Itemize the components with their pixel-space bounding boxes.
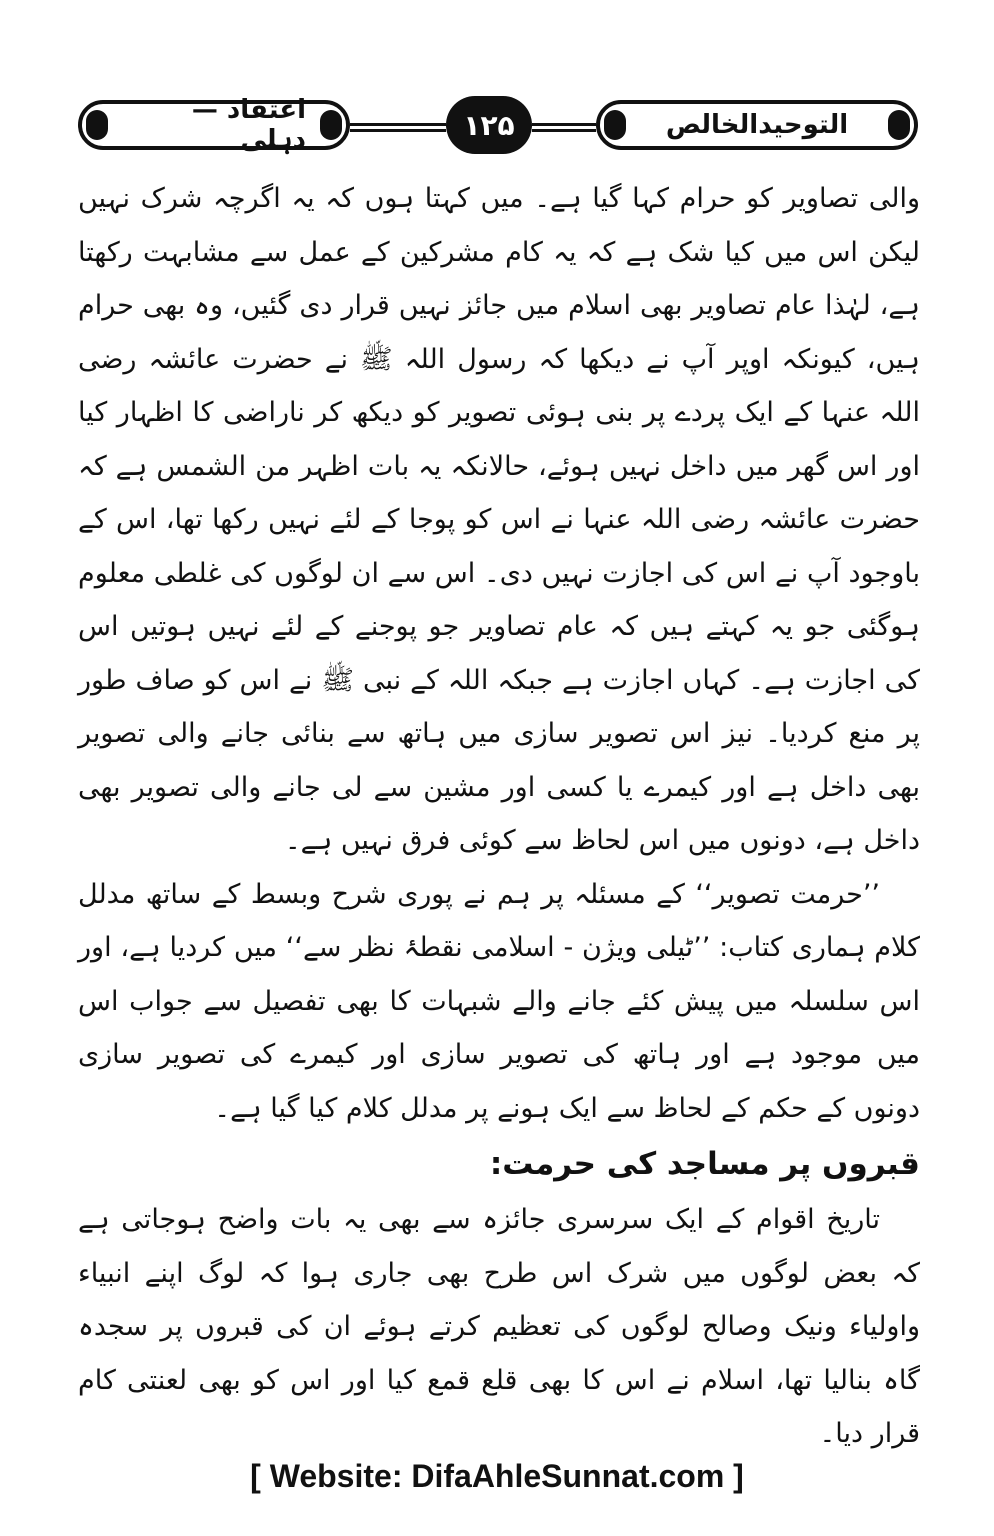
body-paragraph: تاریخ اقوام کے ایک سرسری جائزہ سے بھی یہ بات واضح ہوجاتی ہے کہ بعض لوگوں میں شرک اس طرح بھی جاری ہوا کہ لوگ اپنے انبیاء واولیاء ونیک وصالح لوگوں کی تعظیم کرتے ہوئے ان کی قبروں پر سجدہ گاہ بنالیا تھا، اسلام نے اس کا بھی قلع قمع کیا اور اس کو بھی لعنتی کام قرار دیا۔ bbox=[78, 1204, 920, 1449]
header-rule bbox=[350, 123, 446, 126]
header-rule bbox=[532, 123, 596, 126]
book-title-box bbox=[596, 100, 918, 150]
header-rule bbox=[350, 129, 446, 132]
page-number: ۱۲۵ bbox=[446, 96, 532, 154]
body-paragraph: والی تصاویر کو حرام کہا گیا ہے۔ میں کہتا ہوں کہ یہ اگرچہ شرک نہیں لیکن اس میں کیا شک ہے کہ یہ کام مشرکین کے عمل سے مشابہت رکھتا ہے، لہٰذا عام تصاویر بھی اسلام میں جائز نہیں قرار دی گئیں، وہ بھی حرام ہیں، کیونکہ اوپر آپ نے دیکھا کہ رسول اللہ ﷺ نے حضرت عائشہ رضی اللہ عنہا کے ایک پردے پر بنی ہوئی تصویر کو دیکھ کر ناراضی کا اظہار کیا اور اس گھر میں داخل نہیں ہوئے، حالانکہ یہ بات اظہر من الشمس ہے کہ حضرت عائشہ رضی اللہ عنہا نے اس کو پوجا کے لئے نہیں رکھا تھا، اس کے باوجود آپ نے اس کی اجازت نہیں دی۔ اس سے ان لوگوں کی غلطی معلوم ہوگئی جو یہ کہتے ہیں کہ عام تصاویر جو پوجنے کے لئے نہیں ہوتیں اس کی اجازت ہے۔ کہاں اجازت ہے جبکہ اللہ کے نبی ﷺ نے اس کو صاف طور پر منع کردیا۔ نیز اس تصویر سازی میں ہاتھ سے بنائی جانے والی تصویر بھی داخل ہے اور کیمرے یا کسی اور مشین سے لی جانے والی تصویر بھی داخل ہے، دونوں میں اس لحاظ سے کوئی فرق نہیں ہے۔ bbox=[78, 183, 920, 856]
body-paragraph: ’’حرمت تصویر‘‘ کے مسئلہ پر ہم نے پوری شرح وبسط کے ساتھ مدلل کلام ہماری کتاب: ’’ٹیلی ویژن - اسلامی نقطۂ نظر سے‘‘ میں کردیا ہے، اور اس سلسلہ میں پیش کئے جانے والے شبہات کا بھی تفصیل سے جواب اس میں موجود ہے اور ہاتھ کی تصویر سازی اور کیمرے کی تصویر سازی دونوں کے حکم کے لحاظ سے ایک ہونے پر مدلل کلام کیا گیا ہے۔ bbox=[78, 878, 920, 1124]
section-heading: قبروں پر مساجد کی حرمت: bbox=[489, 1146, 920, 1182]
book-title: التوحیدالخالص bbox=[665, 110, 849, 140]
section-title: اعتقاد — دہلی bbox=[191, 95, 306, 155]
page-header bbox=[78, 96, 918, 158]
section-title-box bbox=[78, 95, 350, 155]
website-footer: [ Website: DifaAhleSunnat.com ] bbox=[250, 1458, 744, 1494]
header-rule bbox=[532, 129, 596, 132]
page-body bbox=[78, 172, 920, 1461]
